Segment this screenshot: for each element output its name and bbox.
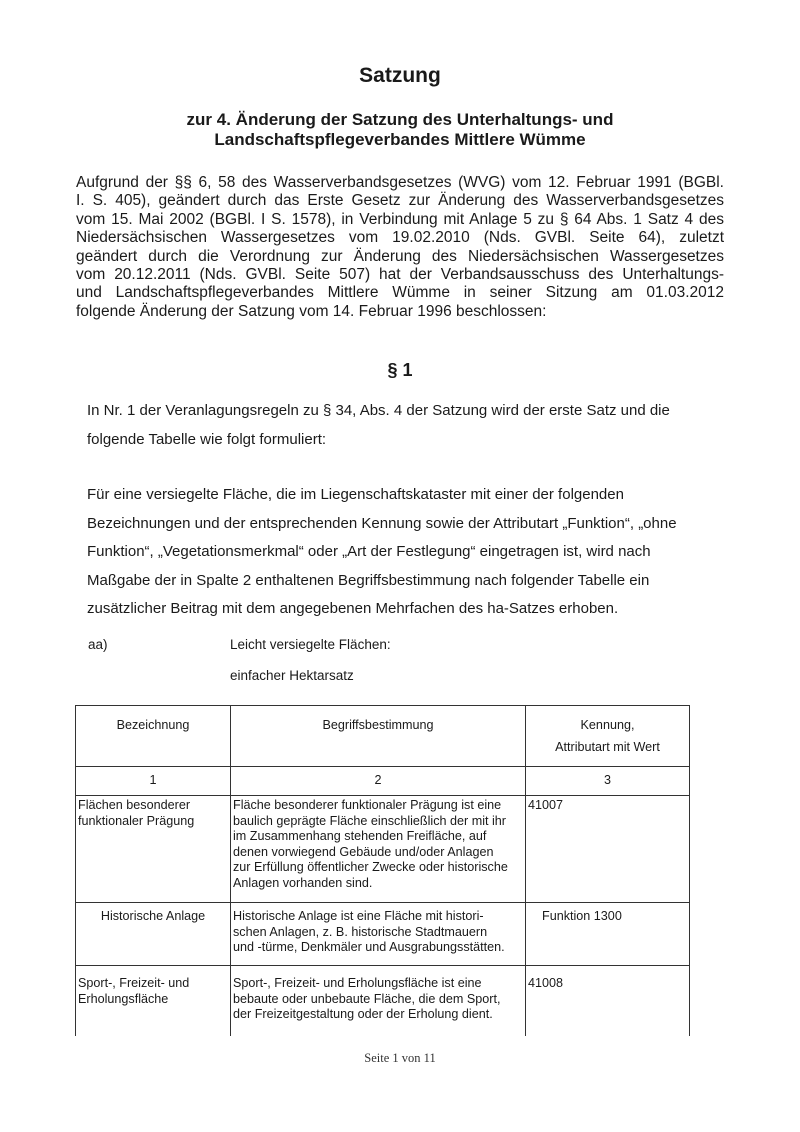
- cell-line: funktionaler Prägung: [78, 813, 195, 828]
- preamble-line: Aufgrund der §§ 6, 58 des Wasserverbandsgesetzes (WVG) vom 12. Februar 1991 (BGBl.: [76, 174, 724, 191]
- paragraph-line: Für eine versiegelte Fläche, die im Liegenschaftskataster mit einer der folgenden: [87, 486, 624, 503]
- cell-bezeichnung: [76, 966, 231, 1037]
- paragraph-line: Maßgabe der in Spalte 2 enthaltenen Begriffsbestimmung nach folgender Tabelle ein: [87, 571, 650, 589]
- cell-begriff: [231, 966, 526, 1037]
- subsection-label: aa): [88, 637, 108, 652]
- paragraph-line: zusätzlicher Beitrag mit dem angegebenen Mehrfachen des ha-Satzes erhoben.: [87, 600, 619, 617]
- preamble-line: vom 20.12.2011 (Nds. GVBl. Seite 507) hat der Verbandsausschuss des Unterhaltungs-: [76, 266, 724, 284]
- preamble-line: vom 15. Mai 2002 (BGBl. I S. 1578), in Verbindung mit Anlage 5 zu § 64 Abs. 1 Satz 4 des: [76, 210, 724, 228]
- preamble-line: geändert durch die Verordnung zur Änderung des Niedersächsischen Wassergesetzes: [76, 247, 724, 265]
- cell-line: Sport-, Freizeit- und: [78, 976, 190, 990]
- preamble-line: I. S. 405), geändert durch das Erste Gesetz zur Änderung des Wasserverbandsgesetzes: [76, 192, 724, 210]
- preamble-line: folgende Änderung der Satzung vom 14. Februar 1996 beschlossen:: [76, 302, 547, 320]
- cell-line: im Zusammenhang stehenden Freifläche, auf: [233, 829, 487, 843]
- cell-line: der Freizeitgestaltung oder der Erholung dient.: [233, 1007, 493, 1021]
- cell-line: denen vorwiegend Gebäude und/oder Anlagen: [233, 844, 494, 859]
- cell-line: Historische Anlage ist eine Fläche mit histori-: [233, 909, 484, 923]
- cell-bezeichnung: Historische Anlage: [76, 903, 231, 966]
- column-header-begriffsbestimmung: Begriffsbestimmung: [231, 706, 526, 767]
- section-heading: § 1: [387, 360, 413, 380]
- cell-line: Sport-, Freizeit- und Erholungsfläche ist eine: [233, 976, 482, 990]
- cell-kennung: 41007: [526, 796, 690, 903]
- preamble-line: Niedersächsischen Wassergesetzes vom 19.02.2010 (Nds. GVBl. Seite 64), zuletzt: [76, 229, 724, 247]
- subsection-title: Leicht versiegelte Flächen:: [230, 637, 391, 652]
- cell-line: zur Erfüllung öffentlicher Zwecke oder historische: [233, 860, 508, 874]
- paragraph-line: Bezeichnungen und der entsprechenden Kennung sowie der Attributart „Funktion“, „ohne: [87, 514, 677, 532]
- cell-line: baulich geprägte Fläche einschließlich der mit ihr: [233, 813, 506, 828]
- column-header-bezeichnung: Bezeichnung: [76, 706, 231, 767]
- preamble-paragraph: [76, 174, 724, 321]
- paragraph-intro: [87, 397, 727, 454]
- cell-line: Anlagen vorhanden sind.: [233, 875, 373, 890]
- document-subtitle: [0, 110, 800, 150]
- subsection-rate: einfacher Hektarsatz: [230, 668, 354, 683]
- cell-line: Fläche besonderer funktionaler Prägung ist eine: [233, 798, 502, 812]
- preamble-line: und Landschaftspflegeverbandes Mittlere Wümme in seiner Sitzung am 01.03.2012: [76, 284, 724, 302]
- column-header-kennung: [526, 706, 690, 767]
- cell-begriff: [231, 903, 526, 966]
- cell-line: und -türme, Denkmäler und Ausgrabungsstätten.: [233, 940, 505, 954]
- cell-begriff: [231, 796, 526, 903]
- column-number: 1: [76, 767, 231, 796]
- cell-line: bebaute oder unbebaute Fläche, die dem Sport,: [233, 991, 501, 1006]
- classification-table: [75, 705, 690, 1036]
- paragraph-line: folgende Tabelle wie folgt formuliert:: [87, 430, 327, 448]
- table-column-number-row: [76, 767, 690, 796]
- cell-bezeichnung: [76, 796, 231, 903]
- column-number: 2: [231, 767, 526, 796]
- cell-kennung: 41008: [526, 966, 690, 1037]
- paragraph-line: Funktion“, „Vegetationsmerkmal“ oder „Art der Festlegung“ eingetragen ist, wird nach: [87, 543, 651, 560]
- page-number: Seite 1 von 11: [364, 1051, 436, 1065]
- table-header-row: [76, 706, 690, 767]
- cell-line: schen Anlagen, z. B. historische Stadtmauern: [233, 924, 488, 939]
- header-line: Kennung,: [580, 718, 635, 732]
- cell-line: Flächen besonderer: [78, 798, 191, 812]
- table-row: [76, 966, 690, 1037]
- subtitle-line: Landschaftspflegeverbandes Mittlere Wümme: [214, 130, 586, 149]
- paragraph-rule: [87, 481, 727, 624]
- header-line: Attributart mit Wert: [555, 740, 660, 754]
- cell-line: Erholungsfläche: [78, 991, 169, 1006]
- document-title: Satzung: [359, 64, 441, 87]
- subtitle-line: zur 4. Änderung der Satzung des Unterhaltungs- und: [186, 110, 614, 129]
- paragraph-line: In Nr. 1 der Veranlagungsregeln zu § 34, Abs. 4 der Satzung wird der erste Satz und die: [87, 402, 670, 419]
- table-row: [76, 796, 690, 903]
- cell-kennung: Funktion 1300: [526, 903, 690, 966]
- column-number: 3: [526, 767, 690, 796]
- table-row: [76, 903, 690, 966]
